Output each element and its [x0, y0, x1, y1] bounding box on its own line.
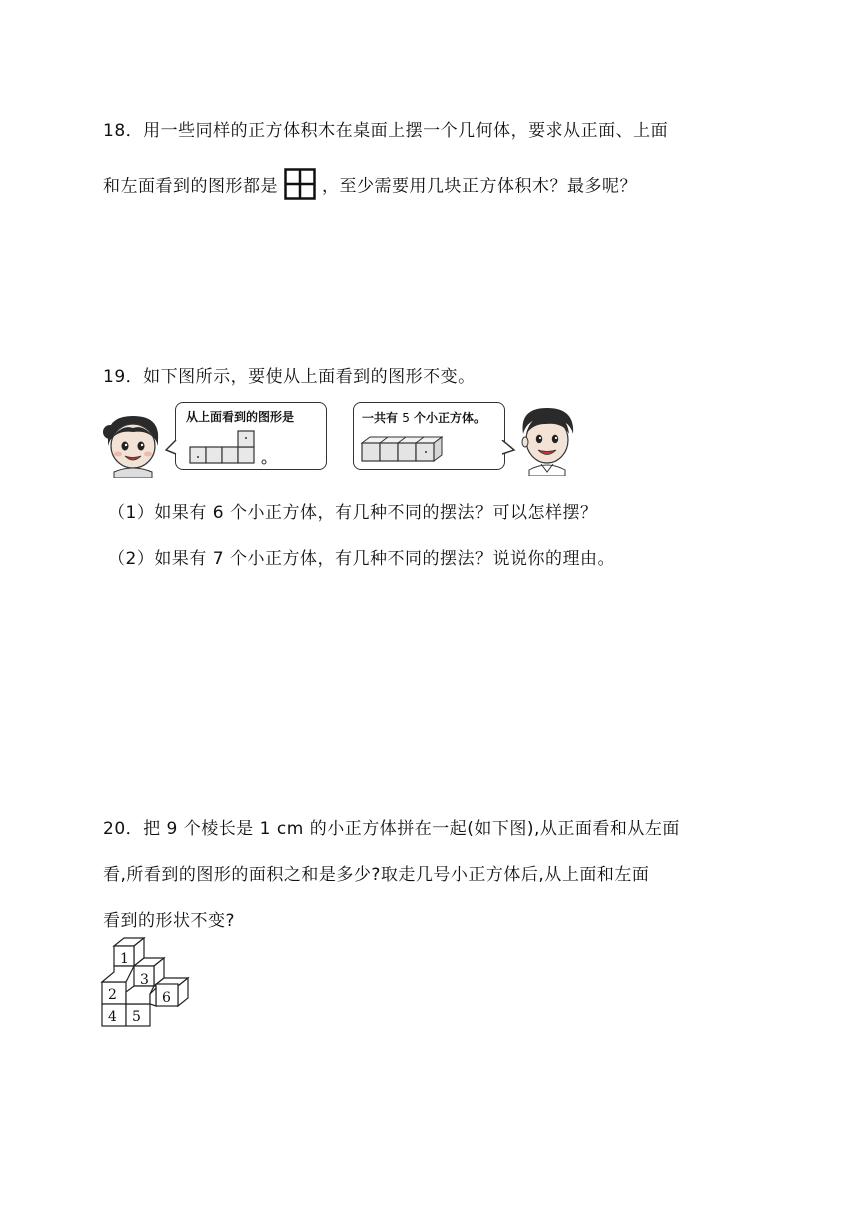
girl-avatar-icon [100, 410, 166, 478]
cube-label-1: 1 [120, 951, 129, 967]
five-cube-row-figure [360, 433, 446, 465]
cube-label-3: 3 [140, 972, 149, 988]
cube-label-4: 4 [108, 1009, 117, 1025]
bubble-right-b: 个小正方体。 [414, 411, 487, 425]
q18-line2-before: 和左面看到的图形都是 [103, 176, 278, 197]
q20-line1: 20．把 9 个棱长是 1 cm 的小正方体拼在一起(如下图),从正面看和从左面 [103, 819, 680, 839]
bubble-right-a: 一共有 [362, 411, 399, 425]
cube-label-2: 2 [108, 987, 117, 1003]
q19-sub1: （1）如果有 6 个小正方体，有几种不同的摆法？可以怎样摆？ [108, 503, 598, 523]
q19-title: 19．如下图所示，要使从上面看到的图形不变。 [103, 367, 476, 387]
stacked-cubes-figure [100, 936, 194, 1030]
top-view-figure [186, 425, 276, 467]
speech-bubble-left [175, 402, 327, 470]
bubble-right-text [362, 409, 486, 426]
q20-line3: 看到的形状不变? [103, 911, 236, 931]
bubble-left-text: 从上面看到的图形是 [186, 410, 295, 424]
q18-line2-after: ，至少需要用几块正方体积木？最多呢？ [322, 176, 637, 197]
boy-avatar-icon [515, 404, 579, 476]
cube-label-6: 6 [162, 990, 171, 1006]
bubble-left-tail [165, 440, 179, 456]
q18-line2 [103, 168, 637, 205]
bubble-right-num: 5 [402, 411, 410, 425]
speech-bubble-right [353, 402, 505, 470]
bubble-right-tail [500, 440, 516, 456]
q19-sub2: （2）如果有 7 个小正方体，有几种不同的摆法？说说你的理由。 [108, 549, 615, 569]
cube-label-5: 5 [132, 1009, 141, 1025]
q20-line2: 看,所看到的图形的面积之和是多少?取走几号小正方体后,从上面和左面 [103, 865, 650, 885]
grid-2x2-icon [284, 168, 316, 205]
q18-line1: 18．用一些同样的正方体积木在桌面上摆一个几何体，要求从正面、上面 [103, 121, 669, 141]
